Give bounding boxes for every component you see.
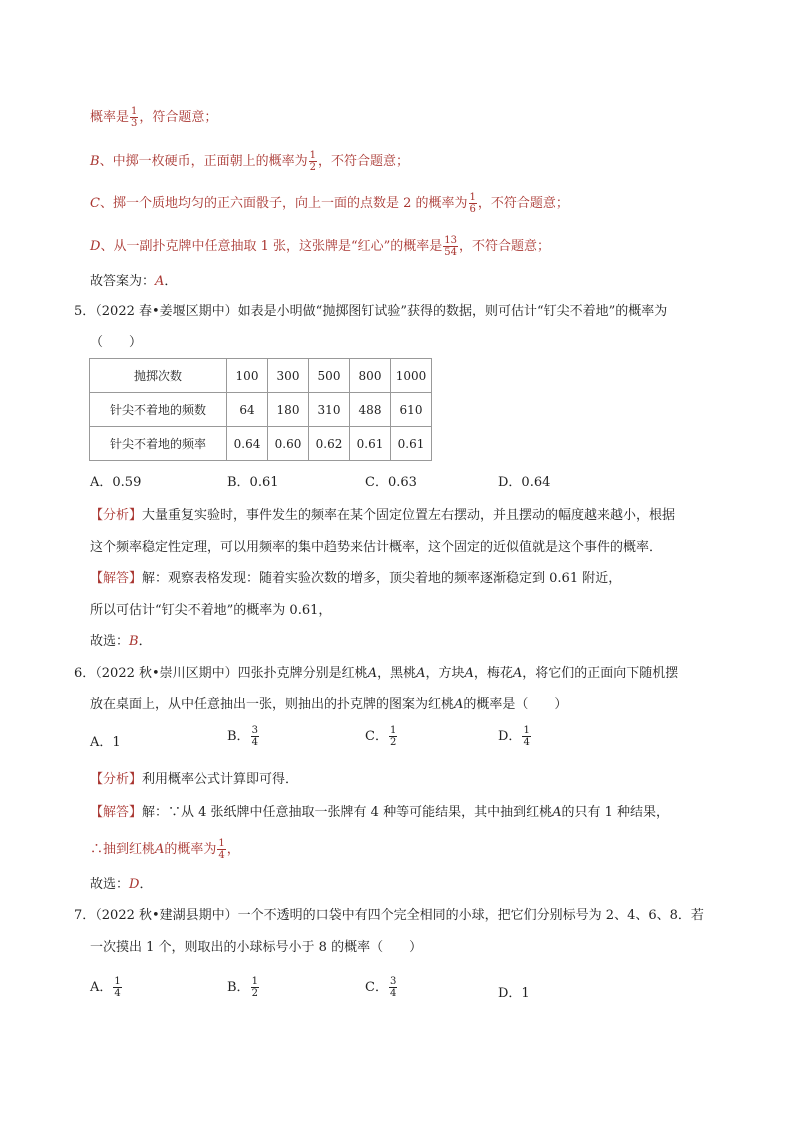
q6-choice-a: A．1 (90, 735, 121, 750)
table-row (90, 393, 432, 427)
q5-solution-line-2: 所以可估计“钉尖不着地”的概率为 0.61， (90, 603, 332, 618)
q6-solution-line-2: ∴抽到红桃A的概率为 $\frac{1}{4}$ ， (90, 838, 240, 861)
q5-stem-line-1: 5．（2022 春•姜堰区期中）如表是小明做“抛掷图钉试验”获得的数据，则可估计“钉尖不着地”的概率为 (74, 304, 668, 319)
q7-stem-line-1: 7．（2022 秋•建湖县期中）一个不透明的口袋中有四个完全相同的小球，把它们分别标号为 2、4、6、8．若 (74, 908, 704, 923)
q5-choice-d: D．0.64 (498, 475, 551, 490)
table-cell: 0.61 (391, 427, 432, 461)
table-cell: 500 (309, 359, 350, 393)
table-cell: 180 (268, 393, 309, 427)
table-cell: 0.60 (268, 427, 309, 461)
prev-answer-line-d: D、从一副扑克牌中任意抽取 1 张，这张牌是“红心”的概率是 $\frac{13}{54}$ ，不符合题意； (90, 235, 551, 258)
table-row (90, 359, 432, 393)
q5-answer: 故选：B． (90, 634, 152, 649)
table-cell: 610 (391, 393, 432, 427)
q5-choice-a: A．0.59 (90, 475, 142, 490)
q7-choice-d: D．1 (498, 986, 530, 1001)
table-cell: 100 (227, 359, 268, 393)
q5-analysis-line-1: 【分析】大量重复实验时，事件发生的频率在某个固定位置左右摆动，并且摆动的幅度越来越小，根据 (90, 508, 676, 523)
q5-data-table (89, 358, 432, 461)
q5-paren: （ ） (90, 335, 143, 350)
q7-choice-a: A． $\frac{1}{4}$ (90, 976, 121, 999)
prev-answer-conclusion: 故答案为：A． (90, 274, 178, 289)
prev-answer-line-1: 概率是 $\frac{1}{3}$ ，符合题意； (90, 106, 218, 129)
fraction: $\frac{1}{3}$ (131, 106, 138, 129)
q6-choice-b: B． $\frac{3}{4}$ (227, 725, 258, 748)
table-cell: 300 (268, 359, 309, 393)
fraction: $\frac{1}{2}$ (309, 150, 316, 173)
table-row (90, 427, 432, 461)
prev-answer-line-c: C、掷一个质地均匀的正六面骰子，向上一面的点数是 2 的概率为 $\frac{1}{6}$ ，不符合题意； (90, 192, 569, 215)
q5-choice-c: C．0.63 (365, 475, 417, 490)
q6-analysis: 【分析】利用概率公式计算即可得． (90, 772, 299, 787)
fraction: $\frac{13}{54}$ (444, 235, 457, 258)
table-cell: 0.62 (309, 427, 350, 461)
table-cell: 310 (309, 393, 350, 427)
q7-choice-c: C． $\frac{3}{4}$ (365, 976, 397, 999)
prev-answer-line-b: B、中掷一枚硬币，正面朝上的概率为 $\frac{1}{2}$ ，不符合题意； (90, 150, 409, 173)
q7-stem-line-2: 一次摸出 1 个，则取出的小球标号小于 8 的概率（ ） (90, 940, 423, 955)
q6-stem-line-2: 放在桌面上，从中任意抽出一张，则抽出的扑克牌的图案为红桃A的概率是（ ） (90, 697, 568, 712)
table-row-header: 针尖不着地的频数 (90, 393, 227, 427)
fraction: $\frac{1}{6}$ (469, 192, 476, 215)
table-row-header: 针尖不着地的频率 (90, 427, 227, 461)
table-cell: 800 (350, 359, 391, 393)
table-cell: 0.61 (350, 427, 391, 461)
q6-solution-line-1: 【解答】解：∵从 4 张纸牌中任意抽取一张牌有 4 种等可能结果，其中抽到红桃A的只有 1 种结果， (90, 805, 670, 820)
q5-analysis-line-2: 这个频率稳定性定理，可以用频率的集中趋势来估计概率，这个固定的近似值就是这个事件的概率． (90, 540, 663, 555)
table-cell: 1000 (391, 359, 432, 393)
q5-choice-b: B．0.61 (227, 475, 279, 490)
q5-solution-line-1: 【解答】解：观察表格发现：随着实验次数的增多，顶尖着地的频率逐渐稳定到 0.61 附近， (90, 571, 622, 586)
table-cell: 64 (227, 393, 268, 427)
q7-choice-b: B． $\frac{1}{2}$ (227, 976, 258, 999)
table-cell: 488 (350, 393, 391, 427)
table-row-header: 抛掷次数 (90, 359, 227, 393)
q6-choice-d: D． $\frac{1}{4}$ (498, 725, 530, 748)
table-cell: 0.64 (227, 427, 268, 461)
q6-stem-line-1: 6．（2022 秋•崇川区期中）四张扑克牌分别是红桃A，黑桃A，方块A，梅花A，将它们的正面向下随机摆 (74, 666, 679, 681)
q6-answer: 故选：D． (90, 877, 153, 892)
q6-choice-c: C． $\frac{1}{2}$ (365, 725, 397, 748)
